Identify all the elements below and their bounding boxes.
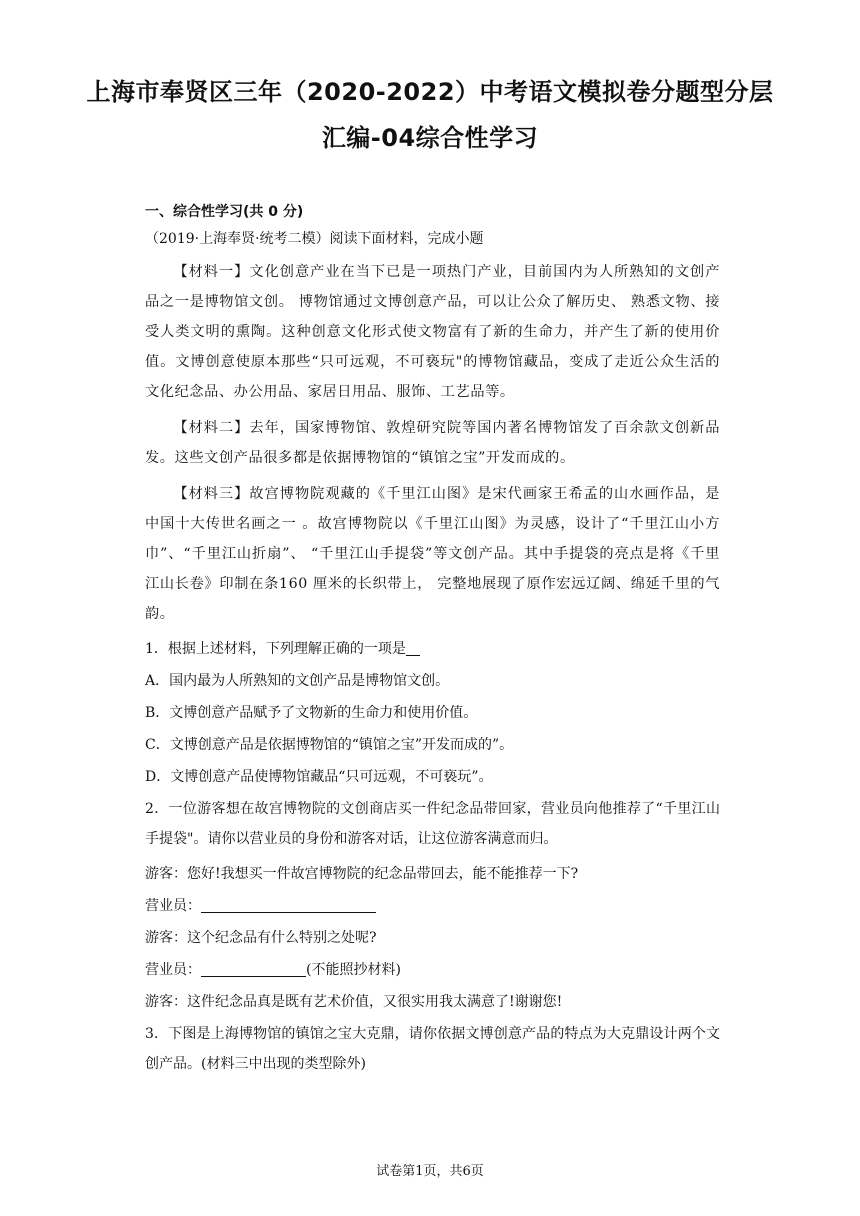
question-1-option-b: B．文博创意产品赋予了文物新的生命力和使用价值。	[145, 705, 478, 721]
material-three	[145, 479, 720, 629]
dialogue-visitor-1: 游客：您好!我想买一件故宫博物院的纪念品带回去，能不能推荐一下?	[145, 866, 579, 882]
page-title-line1: 上海市奉贤区三年（2020-2022）中考语文模拟卷分题型分层	[86, 78, 774, 106]
content-body	[145, 200, 720, 1079]
dialogue-clerk-2: 营业员： (不能照抄材料)	[145, 962, 401, 978]
material-three-tag: 【材料三】	[173, 486, 250, 502]
answer-blank[interactable]	[201, 961, 306, 977]
material-one-tag: 【材料一】	[173, 264, 250, 280]
question-1-stem: 1．根据上述材料，下列理解正确的一项是	[145, 638, 720, 661]
dialogue-visitor-3: 游客：这件纪念品真是既有艺术价值，又很实用我太满意了!谢谢您!	[145, 994, 563, 1010]
material-two	[145, 413, 720, 473]
material-two-text: 去年，国家博物馆、敦煌研究院等国内著名博物馆发了百余款文创新品发。这些文创产品很多都是依据博物馆的“镇馆之宝”开发而成的。	[145, 420, 720, 466]
section-heading: 一、综合性学习(共 0 分)	[145, 204, 304, 220]
material-three-text: 故宫博物院观藏的《千里江山图》是宋代画家王希孟的山水画作品，是中国十大传世名画之一 。故宫博物院以《千里江山图》为灵感，设计了“千里江山小方巾”、“千里江山折扇”、 “千里江山手提袋”等文创产品。其中手提袋的亮点是将《千里江山长卷》印制在条160 厘米的长织带上， 完整地展现了原作宏远辽阔、绵延千里的气韵。	[145, 486, 720, 622]
question-1-option-a: A．国内最为人所熟知的文创产品是博物馆文创。	[145, 673, 450, 689]
answer-blank[interactable]	[406, 640, 420, 656]
material-one	[145, 257, 720, 407]
source-line: （2019·上海奉贤·统考二模）阅读下面材料，完成小题	[145, 231, 484, 247]
question-3-stem: 3．下图是上海博物馆的镇馆之宝大克鼎，请你依据文博创意产品的特点为大克鼎设计两个文创产品。(材料三中出现的类型除外)	[145, 1026, 720, 1072]
page-title-line2: 汇编-04综合性学习	[321, 124, 539, 152]
page-footer: 试卷第1页，共6页	[376, 1164, 484, 1179]
material-two-tag: 【材料二】	[173, 420, 250, 436]
dialogue-visitor-2: 游客：这个纪念品有什么特别之处呢?	[145, 930, 377, 946]
dialogue-clerk-1: 营业员：	[145, 895, 720, 918]
question-1-option-d: D．文博创意产品使博物馆藏品“只可远观，不可亵玩”。	[145, 769, 493, 785]
answer-blank[interactable]	[201, 897, 376, 913]
question-1-option-c: C．文博创意产品是依据博物馆的“镇馆之宝”开发而成的”。	[145, 737, 514, 753]
material-one-text: 文化创意产业在当下已是一项热门产业，目前国内为人所熟知的文创产品之一是博物馆文创。 博物馆通过文博创意产品，可以让公众了解历史、 熟悉文物、接受人类文明的熏陶。这种创意文化形式使文物富有了新的生命力，并产生了新的使用价值。文博创意使原本那些“只可远观，不可亵玩"的博物馆藏品，变成了走近公众生活的文化纪念品、办公用品、家居日用品、服饰、工艺品等。	[145, 264, 720, 400]
question-2-stem: 2．一位游客想在故宫博物院的文创商店买一件纪念品带回家，营业员向他推荐了“千里江山手提袋"。请你以营业员的身份和游客对话，让这位游客满意而归。	[145, 801, 720, 847]
